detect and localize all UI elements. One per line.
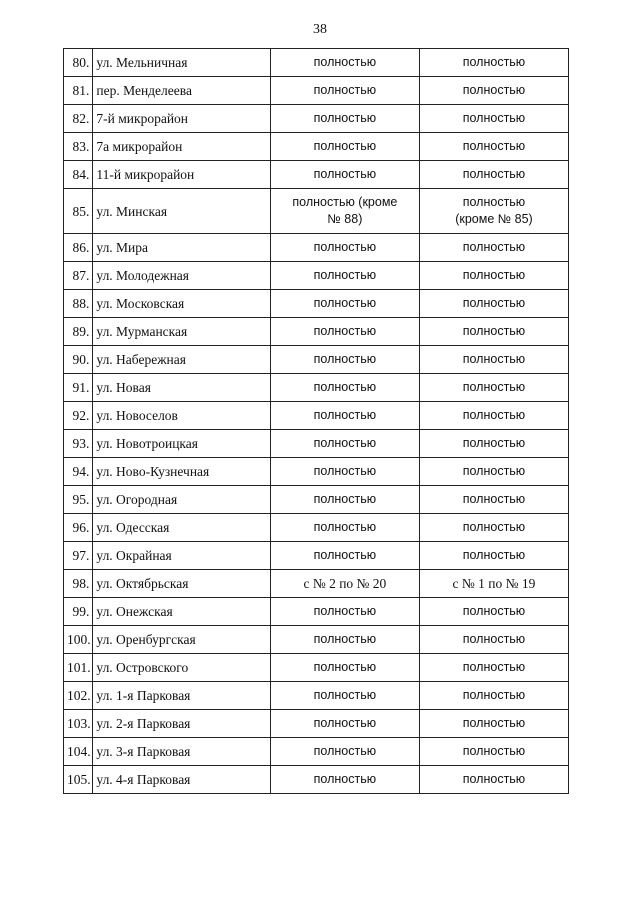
- coverage-odd: полностью: [419, 766, 568, 794]
- street-name: ул. Новая: [93, 374, 270, 402]
- row-number: 101.: [64, 654, 93, 682]
- street-name: ул. Мельничная: [93, 49, 270, 77]
- coverage-odd: полностью: [419, 105, 568, 133]
- table-row: [64, 542, 569, 570]
- coverage-even: полностью: [270, 234, 419, 262]
- table-row: [64, 430, 569, 458]
- coverage-even: полностью: [270, 290, 419, 318]
- coverage-odd: полностью: [419, 402, 568, 430]
- coverage-even: полностью: [270, 346, 419, 374]
- street-name: ул. Московская: [93, 290, 270, 318]
- street-name: ул. Окрайная: [93, 542, 270, 570]
- coverage-even: полностью: [270, 430, 419, 458]
- street-name: ул. Мира: [93, 234, 270, 262]
- row-number: 88.: [64, 290, 93, 318]
- coverage-odd: полностью: [419, 430, 568, 458]
- coverage-odd: полностью: [419, 290, 568, 318]
- coverage-odd: полностью: [419, 738, 568, 766]
- coverage-even: полностью: [270, 766, 419, 794]
- coverage-odd: полностью: [419, 598, 568, 626]
- table-row: [64, 77, 569, 105]
- street-name: ул. Островского: [93, 654, 270, 682]
- street-name: ул. Одесская: [93, 514, 270, 542]
- street-name: ул. 2-я Парковая: [93, 710, 270, 738]
- table-row: [64, 626, 569, 654]
- coverage-odd: полностью: [419, 542, 568, 570]
- street-name: ул. Огородная: [93, 486, 270, 514]
- coverage-odd: полностью: [419, 234, 568, 262]
- street-name: ул. Новотроицкая: [93, 430, 270, 458]
- row-number: 105.: [64, 766, 93, 794]
- table-row: [64, 570, 569, 598]
- coverage-odd: полностью: [419, 262, 568, 290]
- table-row: [64, 234, 569, 262]
- row-number: 84.: [64, 161, 93, 189]
- coverage-even: полностью: [270, 738, 419, 766]
- coverage-odd: полностью: [419, 486, 568, 514]
- street-name: ул. Октябрьская: [93, 570, 270, 598]
- table-row: [64, 766, 569, 794]
- coverage-even: полностью: [270, 161, 419, 189]
- row-number: 83.: [64, 133, 93, 161]
- row-number: 86.: [64, 234, 93, 262]
- coverage-even: полностью: [270, 262, 419, 290]
- row-number: 96.: [64, 514, 93, 542]
- coverage-even: полностью: [270, 654, 419, 682]
- coverage-even: с № 2 по № 20: [270, 570, 419, 598]
- row-number: 90.: [64, 346, 93, 374]
- table-row: [64, 318, 569, 346]
- table-row: [64, 374, 569, 402]
- row-number: 98.: [64, 570, 93, 598]
- coverage-even: полностью: [270, 710, 419, 738]
- coverage-odd: полностью: [419, 626, 568, 654]
- street-name: ул. Минская: [93, 189, 270, 234]
- row-number: 81.: [64, 77, 93, 105]
- table-row: [64, 458, 569, 486]
- coverage-even: полностью: [270, 514, 419, 542]
- street-name: 7а микрорайон: [93, 133, 270, 161]
- table-row: [64, 682, 569, 710]
- table-row: [64, 598, 569, 626]
- coverage-odd: полностью: [419, 458, 568, 486]
- coverage-even: полностью: [270, 374, 419, 402]
- coverage-odd: полностью: [419, 77, 568, 105]
- coverage-odd: полностью: [419, 514, 568, 542]
- table-row: [64, 486, 569, 514]
- row-number: 82.: [64, 105, 93, 133]
- street-name: ул. Оренбургская: [93, 626, 270, 654]
- street-name: ул. Мурманская: [93, 318, 270, 346]
- row-number: 92.: [64, 402, 93, 430]
- street-name: 7-й микрорайон: [93, 105, 270, 133]
- table-row: [64, 189, 569, 234]
- row-number: 91.: [64, 374, 93, 402]
- table-row: [64, 161, 569, 189]
- coverage-odd: полностью: [419, 318, 568, 346]
- table-row: [64, 262, 569, 290]
- table-row: [64, 290, 569, 318]
- row-number: 97.: [64, 542, 93, 570]
- row-number: 85.: [64, 189, 93, 234]
- table-row: [64, 402, 569, 430]
- street-name: ул. 4-я Парковая: [93, 766, 270, 794]
- row-number: 102.: [64, 682, 93, 710]
- street-name: ул. Набережная: [93, 346, 270, 374]
- street-name: ул. 3-я Парковая: [93, 738, 270, 766]
- row-number: 100.: [64, 626, 93, 654]
- coverage-odd: полностью: [419, 133, 568, 161]
- row-number: 103.: [64, 710, 93, 738]
- table-row: [64, 105, 569, 133]
- row-number: 80.: [64, 49, 93, 77]
- table-row: [64, 49, 569, 77]
- row-number: 104.: [64, 738, 93, 766]
- street-name: ул. Онежская: [93, 598, 270, 626]
- coverage-even: полностью: [270, 486, 419, 514]
- coverage-odd: полностью: [419, 654, 568, 682]
- street-name: ул. Молодежная: [93, 262, 270, 290]
- streets-table-body: [64, 49, 569, 794]
- coverage-even: полностью: [270, 105, 419, 133]
- coverage-odd: с № 1 по № 19: [419, 570, 568, 598]
- coverage-odd: полностью: [419, 710, 568, 738]
- street-name: ул. Новоселов: [93, 402, 270, 430]
- coverage-even: полностью: [270, 626, 419, 654]
- coverage-even: полностью: [270, 318, 419, 346]
- street-name: 11-й микрорайон: [93, 161, 270, 189]
- table-row: [64, 346, 569, 374]
- coverage-even: полностью: [270, 682, 419, 710]
- row-number: 93.: [64, 430, 93, 458]
- coverage-even: полностью: [270, 458, 419, 486]
- row-number: 89.: [64, 318, 93, 346]
- table-row: [64, 514, 569, 542]
- street-name: ул. Ново-Кузнечная: [93, 458, 270, 486]
- coverage-odd: полностью (кроме № 85): [419, 189, 568, 234]
- coverage-odd: полностью: [419, 49, 568, 77]
- page-number: 38: [313, 22, 327, 37]
- coverage-odd: полностью: [419, 346, 568, 374]
- coverage-even: полностью: [270, 402, 419, 430]
- table-row: [64, 133, 569, 161]
- coverage-even: полностью: [270, 598, 419, 626]
- coverage-even: полностью: [270, 77, 419, 105]
- row-number: 87.: [64, 262, 93, 290]
- row-number: 95.: [64, 486, 93, 514]
- street-name: пер. Менделеева: [93, 77, 270, 105]
- row-number: 94.: [64, 458, 93, 486]
- row-number: 99.: [64, 598, 93, 626]
- coverage-odd: полностью: [419, 374, 568, 402]
- streets-table: [63, 48, 569, 794]
- table-row: [64, 738, 569, 766]
- table-row: [64, 654, 569, 682]
- coverage-odd: полностью: [419, 161, 568, 189]
- coverage-even: полностью (кроме № 88): [270, 189, 419, 234]
- coverage-even: полностью: [270, 133, 419, 161]
- street-name: ул. 1-я Парковая: [93, 682, 270, 710]
- coverage-even: полностью: [270, 542, 419, 570]
- coverage-odd: полностью: [419, 682, 568, 710]
- coverage-even: полностью: [270, 49, 419, 77]
- table-row: [64, 710, 569, 738]
